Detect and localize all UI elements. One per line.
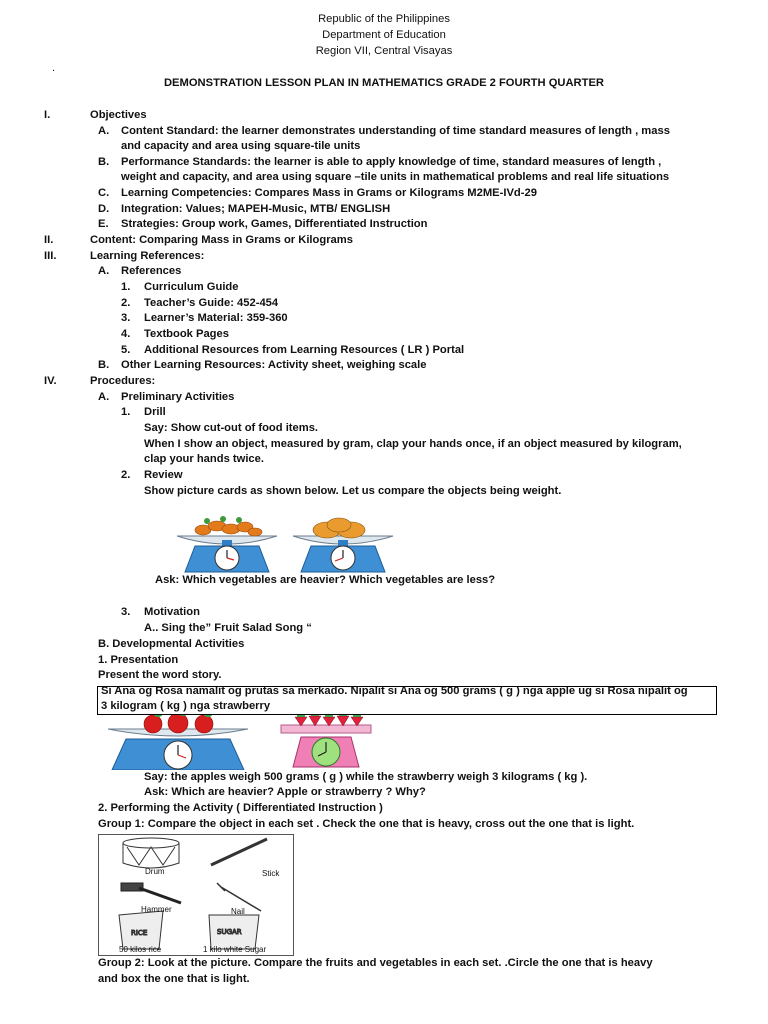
presentation-line-1: Present the word story. (98, 669, 222, 681)
reference-4-text: Textbook Pages (144, 328, 229, 340)
hammer-label: Hammer (141, 905, 172, 914)
objective-d-text: Integration: Values; MAPEH-Music, MTB/ ENGLISH (121, 203, 391, 215)
word-story-line-2: 3 kilogram ( kg ) nga strawberry (101, 700, 271, 712)
objective-c-text: Learning Competencies: Compares Mass in Grams or Kilograms M2ME-IVd-29 (121, 187, 537, 199)
other-resources-text: Other Learning Resources: Activity sheet, weighing scale (121, 359, 427, 371)
motivation-title: Motivation (144, 606, 200, 618)
section-4-number: IV. (44, 375, 57, 387)
objective-d-letter: D. (98, 203, 110, 215)
performing-activity-title: 2. Performing the Activity ( Differentiated Instruction ) (98, 802, 383, 814)
drum-label: Drum (145, 867, 165, 876)
motivation-line-1: A.. Sing the” Fruit Salad Song “ (144, 622, 312, 634)
rice-label: 50 kilos rice (119, 945, 162, 954)
group-2-line-1: Group 2: Look at the picture. Compare the fruits and vegetables in each set. .Circle the one that is heavy (98, 957, 653, 969)
header-line-3: Region VII, Central Visayas (315, 45, 453, 57)
objective-c-letter: C. (98, 187, 110, 199)
word-story-line-1: Si Ana og Rosa namalit og prutas sa merkado. Nipalit si Ana og 500 grams ( g ) nga apple ug si Rosa nipalit og (101, 685, 688, 697)
strawberry-scale-icon (281, 715, 371, 767)
group-1-instructions: Group 1: Compare the object in each set . Check the one that is heavy, cross out the one that is light. (98, 818, 635, 830)
review-line-1: Show picture cards as shown below. Let us compare the objects being weight. (144, 485, 562, 497)
reference-2-text: Teacher’s Guide: 452-454 (144, 297, 279, 309)
stray-dot: . (52, 62, 56, 74)
reference-1-text: Curriculum Guide (144, 281, 239, 293)
document-title: DEMONSTRATION LESSON PLAN IN MATHEMATICS GRADE 2 FOURTH QUARTER (163, 77, 605, 89)
references-letter: A. (98, 265, 110, 277)
drum-icon (123, 838, 179, 868)
objective-e-text: Strategies: Group work, Games, Differentiated Instruction (121, 218, 428, 230)
references-title: References (121, 265, 182, 277)
section-3-title: Learning References: (90, 250, 205, 262)
section-4-title: Procedures: (90, 375, 156, 387)
reference-5-text: Additional Resources from Learning Resources ( LR ) Portal (144, 344, 465, 356)
presentation-say: Say: the apples weigh 500 grams ( g ) while the strawberry weigh 3 kilograms ( kg ). (144, 771, 588, 783)
reference-5-num: 5. (121, 344, 131, 356)
objective-e-letter: E. (98, 218, 109, 230)
group-2-line-2: and box the one that is light. (98, 973, 250, 985)
reference-3-num: 3. (121, 312, 131, 324)
review-num: 2. (121, 469, 131, 481)
review-title: Review (144, 469, 183, 481)
reference-3-text: Learner’s Material: 359-360 (144, 312, 288, 324)
objective-b-line-2: weight and capacity, and area using square –tile units in mathematical problems and real life situations (121, 171, 670, 183)
objective-a-line-2: and capacity and area using square-tile units (121, 140, 361, 152)
stick-label: Stick (262, 869, 280, 878)
sugar-label: 1 kilo white Sugar (203, 945, 267, 954)
objective-a-line-1: Content Standard: the learner demonstrates understanding of time standard measures of length , mass (121, 125, 670, 137)
preliminary-letter: A. (98, 391, 110, 403)
sugar-bag-icon (209, 915, 259, 949)
rice-sack-icon (119, 911, 163, 949)
section-2-title: Content: Comparing Mass in Grams or Kilograms (90, 234, 353, 246)
fruit-scales-image (108, 715, 388, 770)
section-1-number: I. (44, 109, 51, 121)
reference-2-num: 2. (121, 297, 131, 309)
drill-line-2: clap your hands twice. (144, 453, 264, 465)
objective-b-line-1: Performance Standards: the learner is able to apply knowledge of time, standard measures of length , (121, 156, 662, 168)
drill-say: Say: Show cut-out of food items. (144, 422, 319, 434)
objective-b-letter: B. (98, 156, 110, 168)
group-1-worksheet (98, 834, 294, 956)
header-line-2: Department of Education (322, 29, 446, 41)
vegetable-scales-image (175, 514, 400, 574)
drill-num: 1. (121, 406, 131, 418)
svg-text:RICE: RICE (131, 929, 148, 937)
stick-icon (211, 839, 267, 865)
other-resources-letter: B. (98, 359, 110, 371)
section-2-number: II. (44, 234, 54, 246)
objective-a-letter: A. (98, 125, 110, 137)
squash-scale-icon (293, 518, 393, 572)
presentation-ask: Ask: Which are heavier? Apple or strawberry ? Why? (144, 786, 426, 798)
carrot-scale-icon (177, 516, 277, 572)
review-question: Ask: Which vegetables are heavier? Which vegetables are less? (155, 574, 496, 586)
developmental-title: B. Developmental Activities (98, 638, 245, 650)
svg-text:SUGAR: SUGAR (217, 928, 242, 936)
header-line-1: Republic of the Philippines (318, 13, 450, 25)
drill-line-1: When I show an object, measured by gram, clap your hands once, if an object measured by kilogram, (144, 438, 682, 450)
reference-1-num: 1. (121, 281, 131, 293)
section-1-title: Objectives (90, 109, 147, 121)
preliminary-title: Preliminary Activities (121, 391, 235, 403)
presentation-title: 1. Presentation (98, 654, 179, 666)
apple-scale-icon (108, 715, 248, 770)
motivation-num: 3. (121, 606, 131, 618)
drill-title: Drill (144, 406, 166, 418)
nail-label: Nail (231, 907, 245, 916)
reference-4-num: 4. (121, 328, 131, 340)
hammer-icon (121, 883, 181, 903)
section-3-number: III. (44, 250, 57, 262)
